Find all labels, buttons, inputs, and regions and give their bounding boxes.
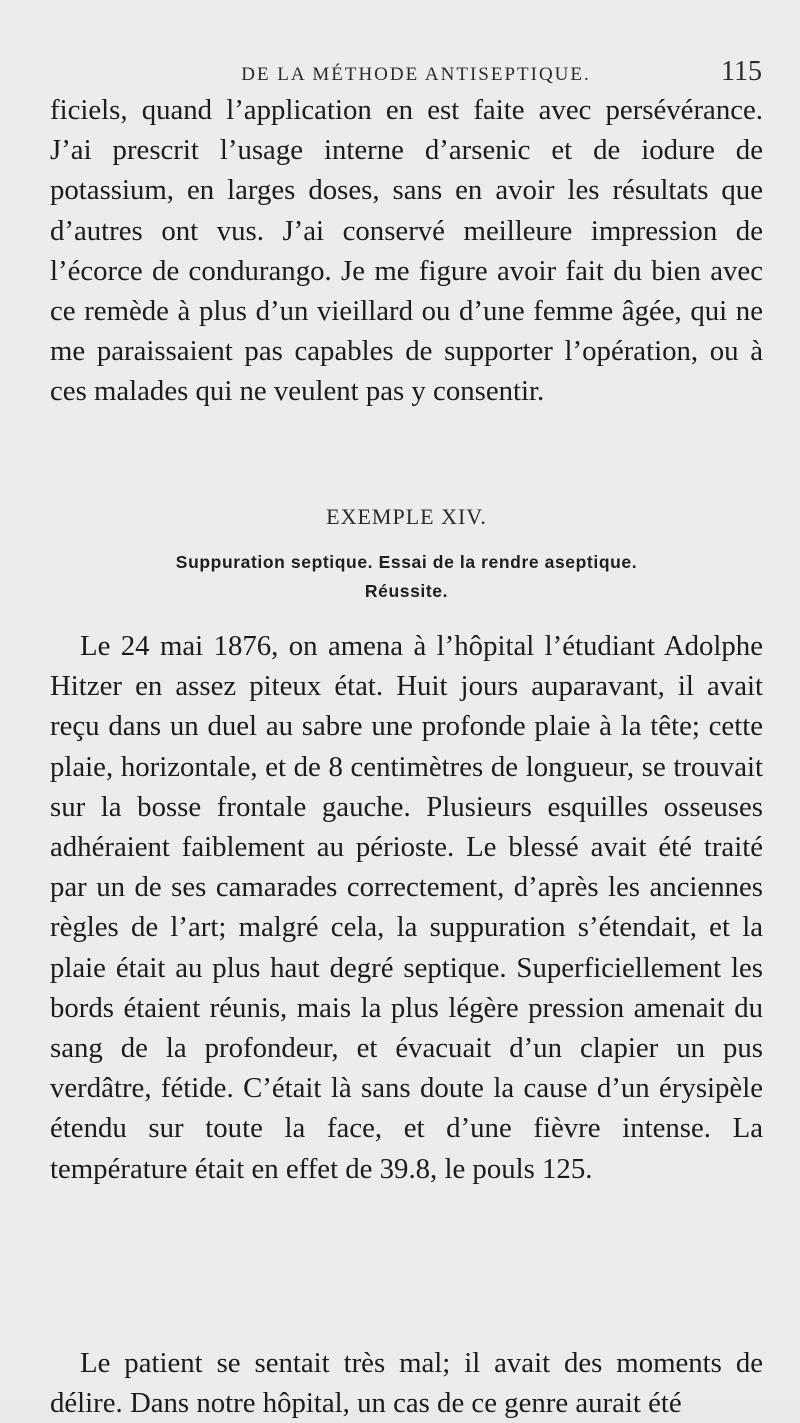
paragraph-continuation: ficiels, quand l’application en est faite avec persévérance. J’ai prescrit l’usage interne d’arsenic et de iodure de potassium, en larges doses, sans en avoir les résultats que d’autres ont vus. J’ai conservé meilleure impression de l’écorce de condurango. Je me figure avoir fait du bien avec ce remède à plus d’un vieillard ou d’une femme âgée, qui ne me paraissaient pas capables de supporter l’opération, ou à ces malades qui ne veulent pas y consentir. xyxy=(50,94,763,408)
paragraph-case-description: Le 24 mai 1876, on amena à l’hôpital l’étudiant Adolphe Hitzer en assez piteux état. Huit jours auparavant, il avait reçu dans un duel au sabre une profonde plaie à la tête; cette plaie, horizontale, et de 8 centimètres de longueur, se trouvait sur la bosse frontale gauche. Plusieurs esquilles osseuses adhéraient faiblement au périoste. Le blessé avait été traité par un de ses camarades correctement, d’après les anciennes règles de l’art; malgré cela, la suppuration s’étendait, et la plaie était au plus haut degré septique. Superficiellement les bords étaient réunis, mais la plus légère pression amenait du sang de la profondeur, et évacuait d’un clapier un pus verdâtre, fétide. C’était là sans doute la cause d’un érysipèle étendu sur toute la face, et d’une fièvre intense. La température était en effet de 39.8, le pouls 125. xyxy=(50,630,763,1185)
section-title xyxy=(50,548,763,606)
running-header xyxy=(70,56,762,90)
section-title-line-2: Réussite. xyxy=(364,581,449,601)
page-number: 115 xyxy=(721,56,762,87)
section-title-line-1: Suppuration septique. Essai de la rendre aseptique. xyxy=(175,552,638,572)
example-heading: EXEMPLE XIV. xyxy=(326,504,487,529)
paragraph-patient-condition: Le patient se sentait très mal; il avait des moments de délire. Dans notre hôpital, un cas de ce genre aurait été xyxy=(50,1347,763,1420)
running-title: DE LA MÉTHODE ANTISEPTIQUE. xyxy=(241,64,591,85)
